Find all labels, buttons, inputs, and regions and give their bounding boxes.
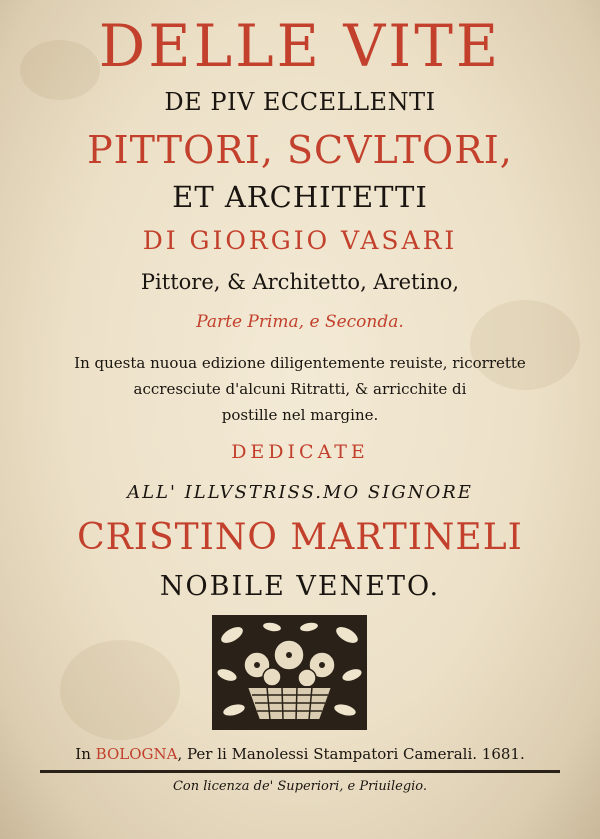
license-line: Con licenza de' Superiori, e Priuilegio. bbox=[172, 779, 428, 794]
author-role: Pittore, & Architetto, Aretino, bbox=[140, 270, 460, 294]
edition-line-2: accresciute d'alcuni Ritratti, & arricchite di bbox=[133, 380, 467, 398]
edition-line-1: In questa nuoua edizione diligentemente reuiste, ricorrette bbox=[74, 354, 526, 372]
author-line: DI GIORGIO VASARI bbox=[142, 226, 458, 255]
dedicatee-name: CRISTINO MARTINELI bbox=[77, 517, 523, 558]
imprint-prefix: In bbox=[75, 745, 96, 763]
subtitle-line-2: PITTORI, SCVLTORI, bbox=[87, 128, 513, 172]
book-title: DELLE VITE bbox=[98, 12, 502, 80]
fruit-basket-woodcut-icon bbox=[212, 615, 367, 730]
imprint-publisher: , Per li Manolessi Stampatori Camerali. 1681. bbox=[177, 745, 525, 763]
subtitle-line-3: ET ARCHITETTI bbox=[172, 180, 428, 214]
subtitle-line-1: DE PIV ECCELLENTI bbox=[164, 88, 436, 116]
dedicatee-prefix: ALL' ILLVSTRISS.MO SIGNORE bbox=[127, 482, 473, 503]
dedication-heading: DEDICATE bbox=[231, 441, 369, 463]
dedicatee-title: NOBILE VENETO. bbox=[159, 571, 441, 602]
divider-rule bbox=[40, 770, 560, 773]
imprint-city: BOLOGNA bbox=[95, 745, 178, 763]
edition-line-3: postille nel margine. bbox=[221, 406, 379, 424]
imprint-line bbox=[0, 745, 600, 763]
parts-line: Parte Prima, e Seconda. bbox=[196, 312, 404, 332]
paper-stain bbox=[60, 640, 180, 740]
